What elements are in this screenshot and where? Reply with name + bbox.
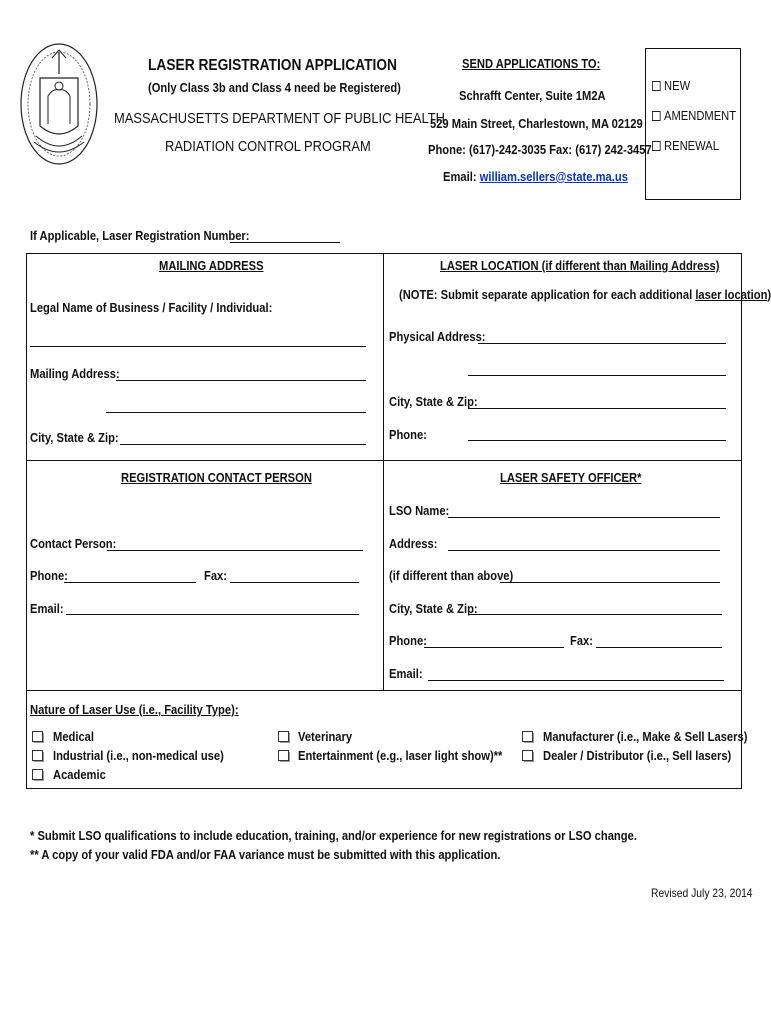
- location-note-prefix: (NOTE: Submit separate application for each additional: [399, 287, 696, 302]
- send-to-line1: Schrafft Center, Suite 1M2A: [459, 88, 606, 103]
- academic-checkbox[interactable]: [32, 769, 43, 780]
- dealer-checkbox[interactable]: [522, 750, 533, 761]
- dealer-label: Dealer / Distributor (i.e., Sell lasers): [543, 748, 732, 763]
- lso-fax-field[interactable]: [596, 647, 722, 648]
- contact-heading: REGISTRATION CONTACT PERSON: [121, 470, 312, 485]
- lso-name-label: LSO Name:: [389, 503, 450, 518]
- contact-email-field[interactable]: [66, 614, 359, 615]
- grid-divider-2: [26, 690, 742, 691]
- lso-email-label: Email:: [389, 666, 423, 681]
- medical-checkbox[interactable]: [32, 731, 43, 742]
- department-name: MASSACHUSETTS DEPARTMENT OF PUBLIC HEALTH: [114, 110, 445, 127]
- lso-city-label: City, State & Zip:: [389, 601, 478, 616]
- lso-phone-label: Phone:: [389, 633, 427, 648]
- lso-email-field[interactable]: [428, 680, 724, 681]
- contact-person-field[interactable]: [107, 550, 363, 551]
- industrial-label: Industrial (i.e., non-medical use): [53, 748, 224, 763]
- contact-person-label: Contact Person:: [30, 536, 117, 551]
- send-to-label: SEND APPLICATIONS TO:: [462, 56, 601, 71]
- lso-address-field[interactable]: [448, 550, 720, 551]
- contact-email-label: Email:: [30, 601, 64, 616]
- entertainment-label: Entertainment (e.g., laser light show)**: [298, 748, 503, 763]
- new-checkbox[interactable]: [652, 81, 661, 91]
- revision-date: Revised July 23, 2014: [651, 886, 753, 900]
- lso-phone-field[interactable]: [424, 647, 564, 648]
- email-link[interactable]: william.sellers@state.ma.us: [479, 169, 628, 184]
- physical-address-field[interactable]: [478, 343, 726, 344]
- send-to-line2: 529 Main Street, Charlestown, MA 02129: [430, 116, 643, 131]
- lso-name-field[interactable]: [448, 517, 720, 518]
- mailing-address-label: Mailing Address:: [30, 366, 120, 381]
- option-renewal[interactable]: [652, 138, 719, 153]
- contact-fax-field[interactable]: [230, 582, 359, 583]
- mailing-address-field[interactable]: [116, 380, 366, 381]
- lso-different-field[interactable]: [500, 582, 720, 583]
- contact-fax-label: Fax:: [204, 568, 227, 583]
- option-new-label: NEW: [664, 78, 691, 93]
- location-phone-label: Phone:: [389, 427, 427, 442]
- registration-number-label: If Applicable, Laser Registration Number:: [30, 228, 250, 243]
- location-note-suffix: ): [767, 287, 771, 302]
- location-note-link: laser location: [695, 287, 768, 302]
- manufacturer-checkbox[interactable]: [522, 731, 533, 742]
- academic-label: Academic: [53, 767, 106, 782]
- contact-phone-label: Phone:: [30, 568, 68, 583]
- mailing-heading: MAILING ADDRESS: [159, 258, 264, 273]
- email-label: Email:: [443, 169, 477, 184]
- registration-number-field[interactable]: [230, 242, 340, 243]
- legal-name-field[interactable]: [30, 346, 366, 347]
- industrial-checkbox[interactable]: [32, 750, 43, 761]
- location-heading: LASER LOCATION (if different than Mailing Address): [440, 258, 720, 273]
- location-city-label: City, State & Zip:: [389, 394, 478, 409]
- grid-divider-vertical: [383, 253, 384, 690]
- option-amendment[interactable]: [652, 108, 736, 123]
- option-amendment-label: AMENDMENT: [664, 108, 737, 123]
- entertainment-checkbox[interactable]: [278, 750, 289, 761]
- option-renewal-label: RENEWAL: [664, 138, 719, 153]
- state-seal: [18, 38, 100, 166]
- manufacturer-label: Manufacturer (i.e., Make & Sell Lasers): [543, 729, 748, 744]
- form-subtitle: (Only Class 3b and Class 4 need be Registered): [148, 80, 401, 95]
- grid-divider-1: [26, 460, 742, 461]
- renewal-checkbox[interactable]: [652, 141, 661, 151]
- medical-label: Medical: [53, 729, 95, 744]
- lso-heading: LASER SAFETY OFFICER*: [500, 470, 642, 485]
- mailing-city-field[interactable]: [120, 444, 366, 445]
- physical-address-label: Physical Address:: [389, 329, 486, 344]
- location-city-field[interactable]: [468, 408, 726, 409]
- mailing-city-label: City, State & Zip:: [30, 430, 119, 445]
- form-title: LASER REGISTRATION APPLICATION: [148, 57, 397, 74]
- lso-city-field[interactable]: [468, 614, 722, 615]
- lso-address-label: Address:: [389, 536, 438, 551]
- program-name: RADIATION CONTROL PROGRAM: [165, 138, 371, 155]
- option-new[interactable]: [652, 78, 690, 93]
- amendment-checkbox[interactable]: [652, 111, 661, 121]
- lso-different-label: (if different than above): [389, 568, 514, 583]
- footnote-lso: * Submit LSO qualifications to include education, training, and/or experience for new registrations or LSO change.: [30, 828, 637, 843]
- contact-phone-field[interactable]: [64, 582, 196, 583]
- legal-name-label: Legal Name of Business / Facility / Individual:: [30, 300, 273, 315]
- location-phone-field[interactable]: [468, 440, 726, 441]
- veterinary-checkbox[interactable]: [278, 731, 289, 742]
- send-to-email: [443, 169, 628, 184]
- nature-heading: Nature of Laser Use (i.e., Facility Type):: [30, 702, 239, 717]
- veterinary-label: Veterinary: [298, 729, 353, 744]
- footnote-variance: ** A copy of your valid FDA and/or FAA variance must be submitted with this application.: [30, 847, 501, 862]
- physical-address-field-2[interactable]: [468, 375, 726, 376]
- location-note: [399, 287, 771, 302]
- lso-fax-label: Fax:: [570, 633, 593, 648]
- mailing-address-field-2[interactable]: [106, 412, 366, 413]
- application-type-box: [645, 48, 741, 200]
- send-to-phone: Phone: (617)-242-3035 Fax: (617) 242-3457: [428, 142, 652, 157]
